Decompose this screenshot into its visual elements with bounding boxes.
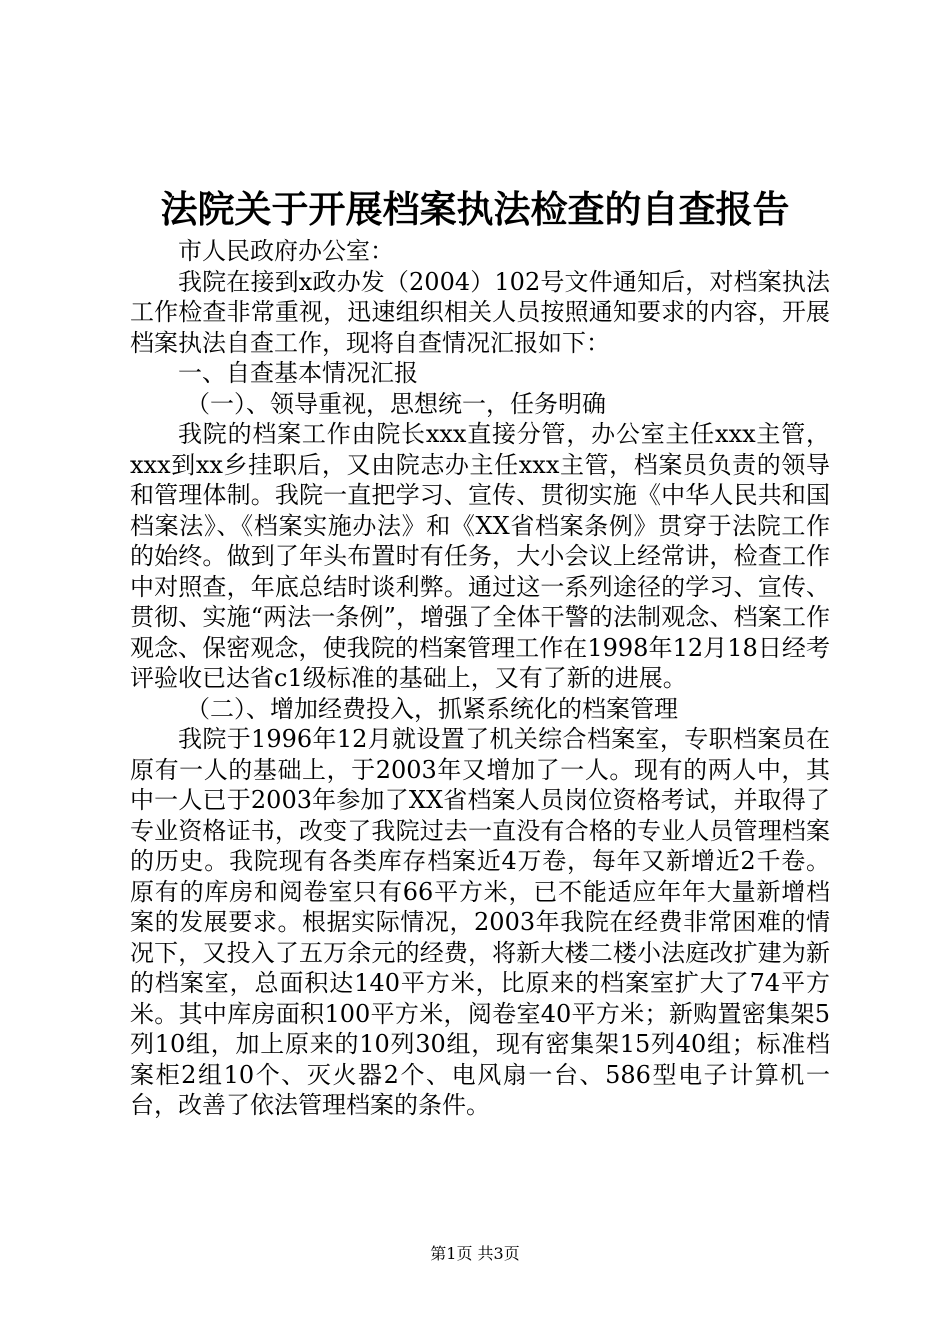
section-heading: 一、自查基本情况汇报 <box>178 359 418 387</box>
intro-paragraph: 我院在接到x政办发（2004）102号文件通知后，对档案执法工作检查非常重视，迅速组织相关人员按照通知要求的内容，开展档案执法自查工作，现将自查情况汇报如下： <box>130 267 830 357</box>
salutation: 市人民政府办公室： <box>178 237 394 265</box>
document-body <box>130 236 830 1121</box>
subsection-heading-1: （一）、领导重视，思想统一，任务明确 <box>186 389 606 418</box>
body-paragraph-2: 我院于1996年12月就设置了机关综合档案室，专职档案员在原有一人的基础上，于2003年又增加了一人。现有的两人中，其中一人已于2003年参加了XX省档案人员岗位资格考试，并取得了专业资格证书，改变了我院过去一直没有合格的专业人员管理档案的历史。我院现有各类库存档案近4万卷，每年又新增近2千卷。原有的库房和阅卷室只有66平方米，已不能适应年年大量新增档案的发展要求。根据实际情况，2003年我院在经费非常困难的情况下，又投入了五万余元的经费，将新大楼二楼小法庭改扩建为新的档案室，总面积达140平方米，比原来的档案室扩大了74平方米。其中库房面积100平方米，阅卷室40平方米；新购置密集架5列10组，加上原来的10列30组，现有密集架15列40组；标准档案柜2组10个、灭火器2个、电风扇一台、586型电子计算机一台，改善了依法管理档案的条件。 <box>130 725 830 1119</box>
document-title: 法院关于开展档案执法检查的自查报告 <box>160 187 790 231</box>
subsection-heading-2: （二）、增加经费投入，抓紧系统化的档案管理 <box>186 694 678 723</box>
page-footer: 第1页 共3页 <box>430 1244 520 1263</box>
body-paragraph-1: 我院的档案工作由院长xxx直接分管，办公室主任xxx主管，xxx到xx乡挂职后，又由院志办主任xxx主管，档案员负责的领导和管理体制。我院一直把学习、宣传、贯彻实施《中华人民共和国档案法》、《档案实施办法》和《XX省档案条例》贯穿于法院工作的始终。做到了年头布置时有任务，大小会议上经常讲，检查工作中对照查，年底总结时谈利弊。通过这一系列途径的学习、宣传、贯彻、实施“两法一条例”，增强了全体干警的法制观念、档案工作观念、保密观念，使我院的档案管理工作在1998年12月18日经考评验收已达省c1级标准的基础上，又有了新的进展。 <box>130 420 830 692</box>
